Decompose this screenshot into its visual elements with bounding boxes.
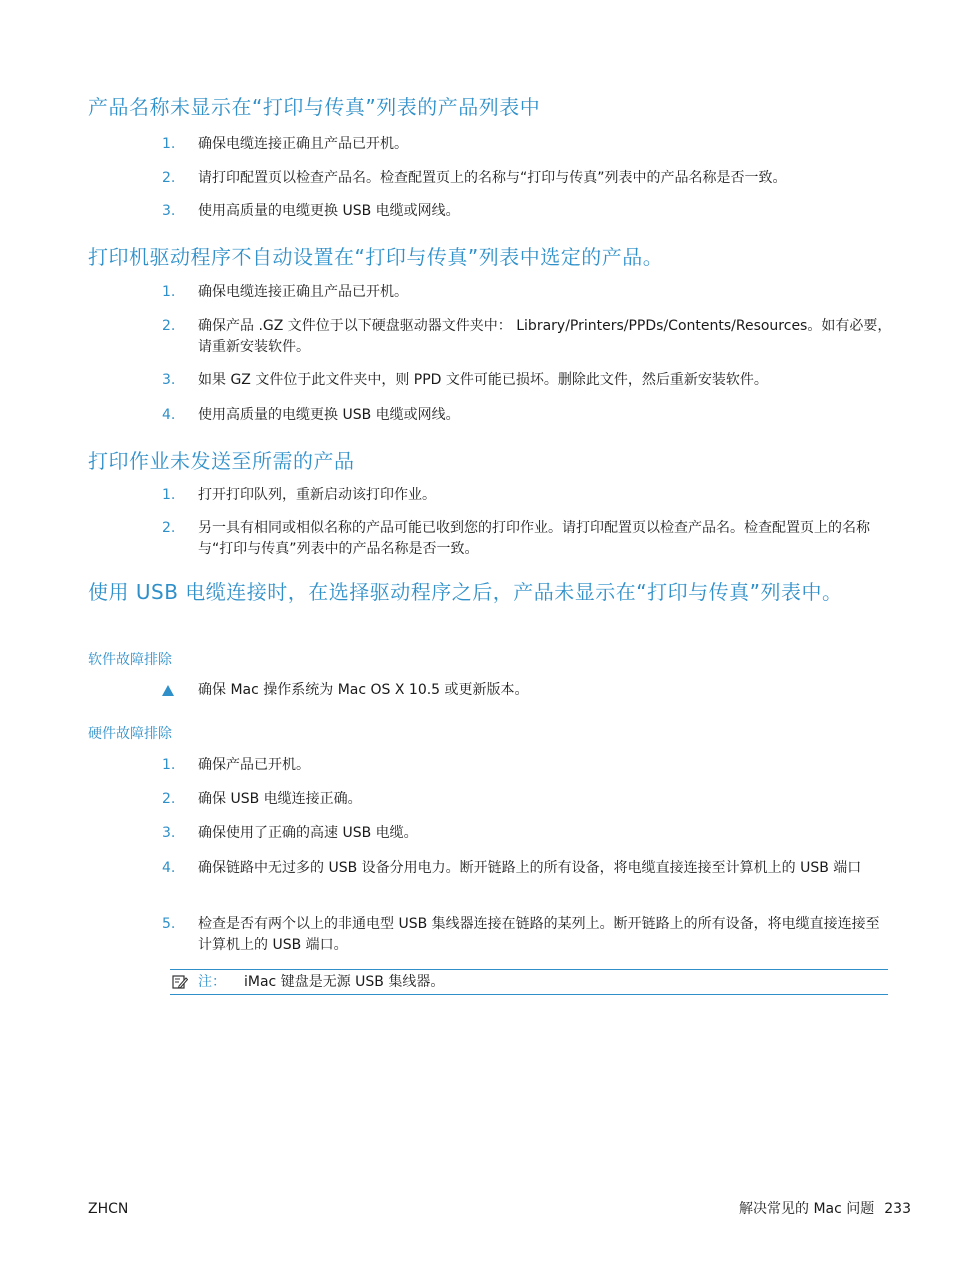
item-text: 使用高质量的电缆更换 USB 电缆或网线。 <box>198 407 460 423</box>
item-text: 使用高质量的电缆更换 USB 电缆或网线。 <box>198 203 460 219</box>
item-text: 确保 USB 电缆连接正确。 <box>198 791 362 807</box>
footer-chapter <box>739 1200 911 1218</box>
note-box <box>170 969 888 995</box>
item-number: 1. <box>162 487 176 503</box>
item-number: 2. <box>162 170 176 186</box>
item-number: 3. <box>162 203 176 219</box>
item-text: 确保电缆连接正确且产品已开机。 <box>198 136 408 152</box>
triangle-bullet-icon <box>162 685 174 696</box>
item-number: 4. <box>162 860 176 876</box>
list-item <box>162 914 892 956</box>
list-item <box>162 518 892 560</box>
item-number: 1. <box>162 136 176 152</box>
item-text: 如果 GZ 文件位于此文件夹中，则 PPD 文件可能已损坏。删除此文件，然后重新安装软件。 <box>198 372 768 388</box>
note-text: iMac 键盘是无源 USB 集线器。 <box>244 974 445 990</box>
list-item <box>162 485 892 506</box>
item-text: 确保电缆连接正确且产品已开机。 <box>198 284 408 300</box>
item-number: 5. <box>162 916 176 932</box>
item-text: 确保使用了正确的高速 USB 电缆。 <box>198 825 418 841</box>
item-text: 请打印配置页以检查产品名。检查配置页上的名称与“打印与传真”列表中的产品名称是否一致。 <box>198 170 787 186</box>
list-item <box>162 168 892 189</box>
list-item <box>162 370 892 391</box>
item-number: 2. <box>162 520 176 536</box>
item-number: 1. <box>162 284 176 300</box>
list-item <box>162 134 892 155</box>
item-text: 确保链路中无过多的 USB 设备分用电力。断开链路上的所有设备，将电缆直接连接至计算机上的 USB 端口 <box>198 860 862 876</box>
note-pencil-icon <box>172 974 188 990</box>
list-item <box>162 201 892 222</box>
item-number: 3. <box>162 372 176 388</box>
list-item <box>162 823 892 844</box>
list-item <box>162 858 892 879</box>
section-heading-3: 打印作业未发送至所需的产品 <box>88 449 355 473</box>
item-text: 打开打印队列，重新启动该打印作业。 <box>198 487 436 503</box>
bullet-item <box>162 680 892 701</box>
list-item <box>162 789 892 810</box>
list-item <box>162 282 892 303</box>
item-text: 确保产品已开机。 <box>198 757 310 773</box>
item-text: 确保 Mac 操作系统为 Mac OS X 10.5 或更新版本。 <box>198 682 529 698</box>
page-number: 233 <box>884 1201 911 1217</box>
list-item <box>162 405 892 426</box>
item-text: 另一具有相同或相似名称的产品可能已收到您的打印作业。请打印配置页以检查产品名。检查配置页上的名称与“打印与传真”列表中的产品名称是否一致。 <box>198 520 870 557</box>
item-number: 2. <box>162 318 176 334</box>
list-item <box>162 316 892 358</box>
note-label: 注： <box>198 974 226 990</box>
section-heading-2: 打印机驱动程序不自动设置在“打印与传真”列表中选定的产品。 <box>88 245 664 269</box>
item-number: 3. <box>162 825 176 841</box>
item-number: 1. <box>162 757 176 773</box>
software-troubleshooting-heading: 软件故障排除 <box>88 652 172 668</box>
hardware-troubleshooting-heading: 硬件故障排除 <box>88 726 172 742</box>
section-heading-4: 使用 USB 电缆连接时，在选择驱动程序之后，产品未显示在“打印与传真”列表中。 <box>88 580 843 604</box>
item-number: 4. <box>162 407 176 423</box>
item-number: 2. <box>162 791 176 807</box>
item-text: 检查是否有两个以上的非通电型 USB 集线器连接在链路的某列上。断开链路上的所有设备，将电缆直接连接至计算机上的 USB 端口。 <box>198 916 880 953</box>
list-item <box>162 755 892 776</box>
footer-locale: ZHCN <box>88 1201 129 1217</box>
section-heading-1: 产品名称未显示在“打印与传真”列表的产品列表中 <box>88 95 541 119</box>
footer-chapter-title: 解决常见的 Mac 问题 <box>739 1201 875 1217</box>
item-text: 确保产品 .GZ 文件位于以下硬盘驱动器文件夹中： Library/Printers/PPDs/Contents/Resources。如有必要，请重新安装软件。 <box>198 318 892 355</box>
